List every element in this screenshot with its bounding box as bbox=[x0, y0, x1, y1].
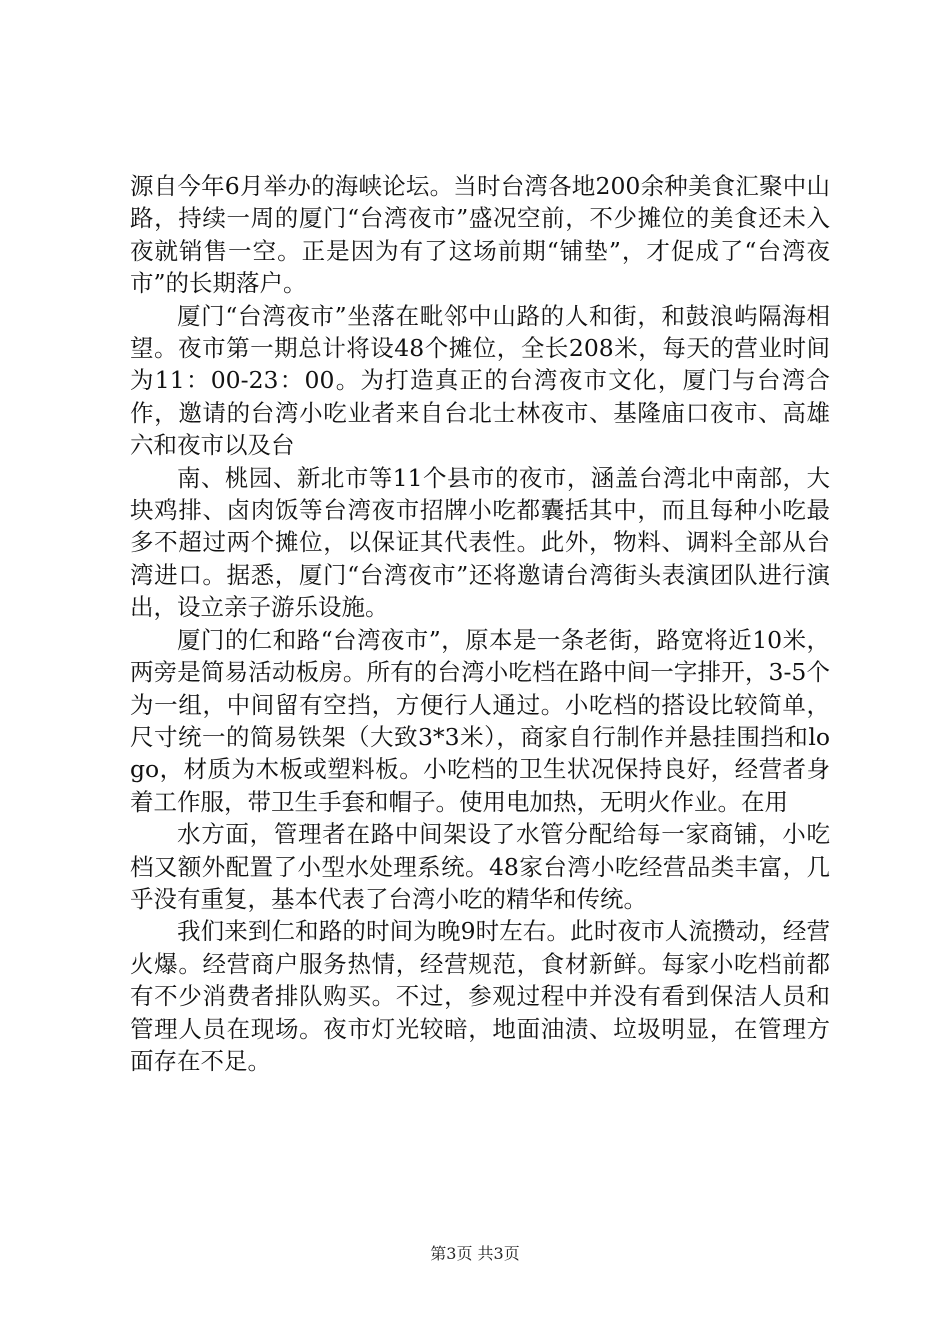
paragraph: 厦门“台湾夜市”坐落在毗邻中山路的人和街，和鼓浪屿隔海相望。夜市第一期总计将设48个摊位，全长208米，每天的营业时间为11：00-23：00。为打造真正的台湾夜市文化，厦门与台湾合作，邀请的台湾小吃业者来自台北士林夜市、基隆庙口夜市、高雄六和夜市以及台 bbox=[130, 301, 830, 460]
document-body bbox=[130, 170, 830, 1077]
paragraph: 水方面，管理者在路中间架设了水管分配给每一家商铺，小吃档又额外配置了小型水处理系统。48家台湾小吃经营品类丰富，几乎没有重复，基本代表了台湾小吃的精华和传统。 bbox=[130, 820, 830, 913]
paragraph: 源自今年6月举办的海峡论坛。当时台湾各地200余种美食汇聚中山路，持续一周的厦门“台湾夜市”盛况空前，不少摊位的美食还未入夜就销售一空。正是因为有了这场前期“铺垫”，才促成了“台湾夜市”的长期落户。 bbox=[130, 172, 830, 298]
paragraph: 厦门的仁和路“台湾夜市”，原本是一条老街，路宽将近10米，两旁是简易活动板房。所有的台湾小吃档在路中间一字排开，3-5个为一组，中间留有空挡，方便行人通过。小吃档的搭设比较简单，尺寸统一的简易铁架（大致3*3米），商家自行制作并悬挂围挡和logo，材质为木板或塑料板。小吃档的卫生状况保持良好，经营者身着工作服，带卫生手套和帽子。使用电加热，无明火作业。在用 bbox=[130, 625, 830, 816]
paragraph: 我们来到仁和路的时间为晚9时左右。此时夜市人流攒动，经营火爆。经营商户服务热情，经营规范，食材新鲜。每家小吃档前都有不少消费者排队购买。不过，参观过程中并没有看到保洁人员和管理人员在现场。夜市灯光较暗，地面油渍、垃圾明显，在管理方面存在不足。 bbox=[130, 917, 830, 1075]
paragraph: 南、桃园、新北市等11个县市的夜市，涵盖台湾北中南部，大块鸡排、卤肉饭等台湾夜市招牌小吃都囊括其中，而且每种小吃最多不超过两个摊位，以保证其代表性。此外，物料、调料全部从台湾进口。据悉，厦门“台湾夜市”还将邀请台湾街头表演团队进行演出，设立亲子游乐设施。 bbox=[130, 463, 830, 622]
page-number-footer: 第3页 共3页 bbox=[430, 1244, 520, 1263]
